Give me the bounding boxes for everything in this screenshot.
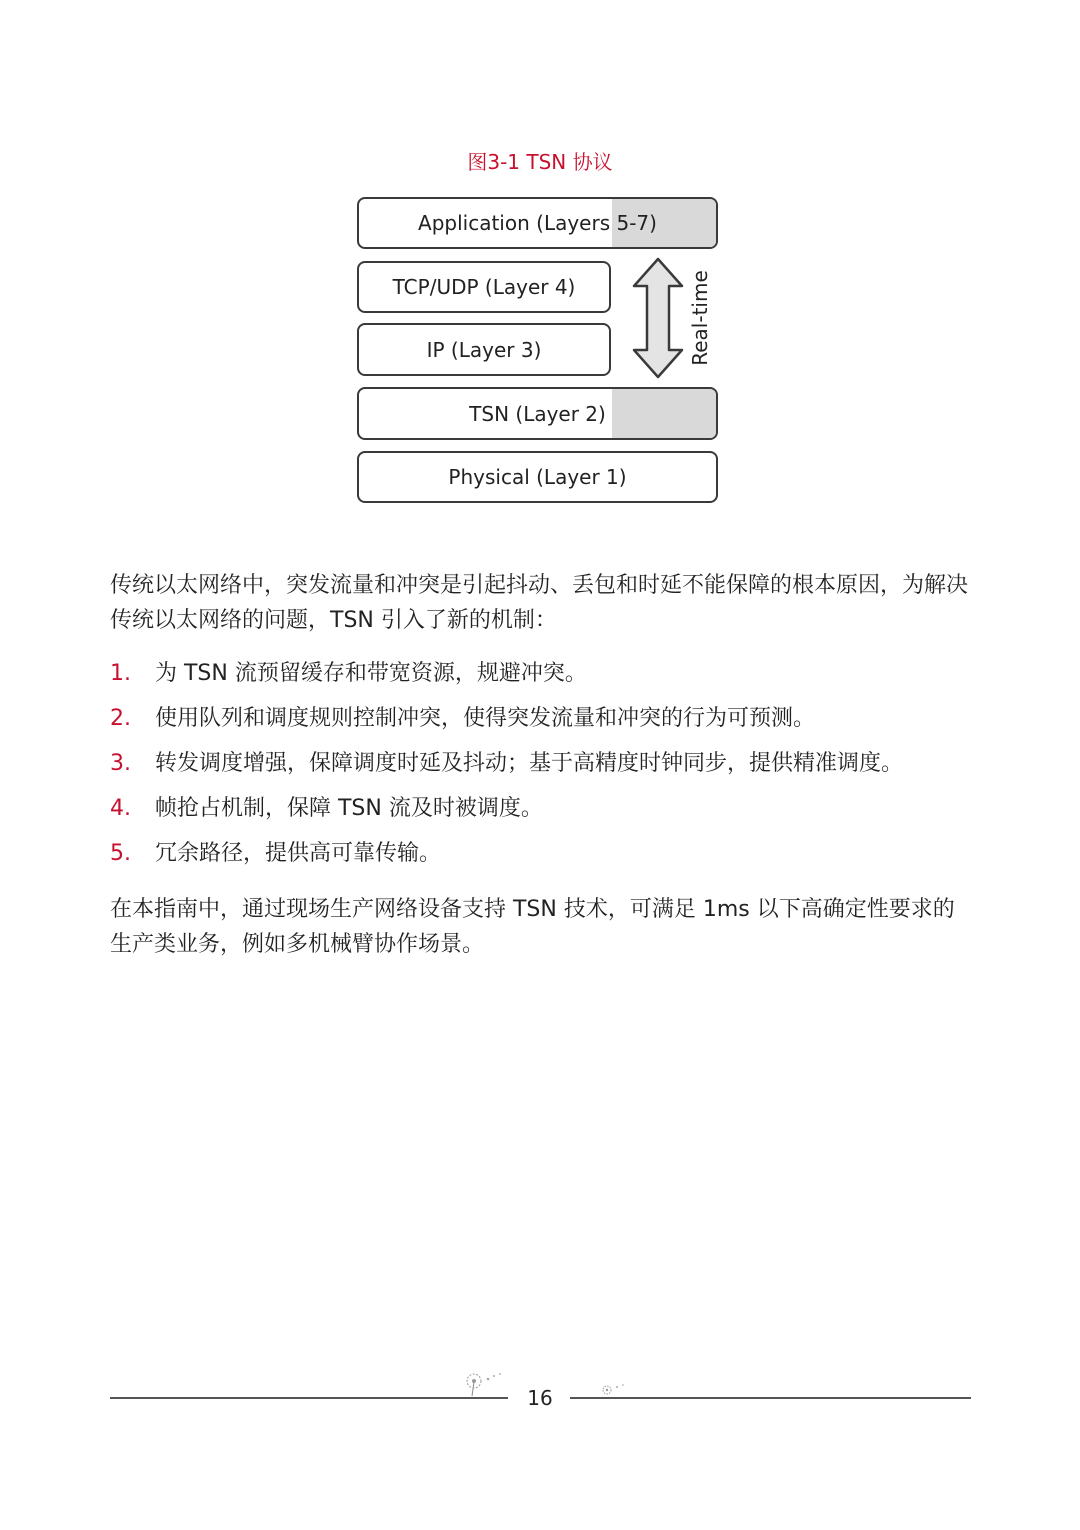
layer-physical <box>357 451 718 503</box>
list-number: 1. <box>110 661 131 686</box>
list-item <box>110 746 972 791</box>
footer-rule-right <box>570 1397 971 1399</box>
list-text: 转发调度增强，保障调度时延及抖动；基于高精度时钟同步，提供精准调度。 <box>155 751 904 776</box>
footer-rule-left <box>110 1397 508 1399</box>
mechanism-list <box>110 656 972 881</box>
layer-ip-label: IP (Layer 3) <box>426 337 542 362</box>
layer-tcp-udp <box>357 261 611 313</box>
layer-shade <box>612 389 716 438</box>
page-number: 16 <box>527 1386 553 1410</box>
seed-icon <box>601 1382 627 1398</box>
realtime-label: Real-time <box>688 270 712 366</box>
list-number: 4. <box>110 796 131 821</box>
list-text: 使用队列和调度规则控制冲突，使得突发流量和冲突的行为可预测。 <box>155 706 816 731</box>
list-item <box>110 656 972 701</box>
list-number: 5. <box>110 841 131 866</box>
layer-tsn <box>357 387 718 440</box>
list-item <box>110 701 972 746</box>
closing-paragraph: 在本指南中，通过现场生产网络设备支持 TSN 技术，可满足 1ms 以下高确定性要求的生产类业务，例如多机械臂协作场景。 <box>110 897 955 957</box>
dandelion-icon <box>462 1370 506 1398</box>
intro-paragraph: 传统以太网络中，突发流量和冲突是引起抖动、丢包和时延不能保障的根本原因，为解决传统以太网络的问题，TSN 引入了新的机制： <box>110 573 969 633</box>
list-number: 3. <box>110 751 131 776</box>
list-text: 为 TSN 流预留缓存和带宽资源，规避冲突。 <box>155 661 587 686</box>
layer-application <box>357 197 718 249</box>
list-item <box>110 836 972 881</box>
layer-physical-label: Physical (Layer 1) <box>448 465 627 489</box>
double-arrow-icon <box>628 256 688 380</box>
layer-ip <box>357 323 611 376</box>
figure-caption: 图3-1 TSN 协议 <box>467 150 613 174</box>
list-text: 冗余路径，提供高可靠传输。 <box>155 841 442 866</box>
layer-tcp-udp-label: TCP/UDP (Layer 4) <box>392 275 576 299</box>
layer-application-label: Application (Layers 5-7) <box>418 211 657 235</box>
list-text: 帧抢占机制，保障 TSN 流及时被调度。 <box>155 796 543 821</box>
layer-tsn-label: TSN (Layer 2) <box>469 401 606 426</box>
list-item <box>110 791 972 836</box>
list-number: 2. <box>110 706 131 731</box>
